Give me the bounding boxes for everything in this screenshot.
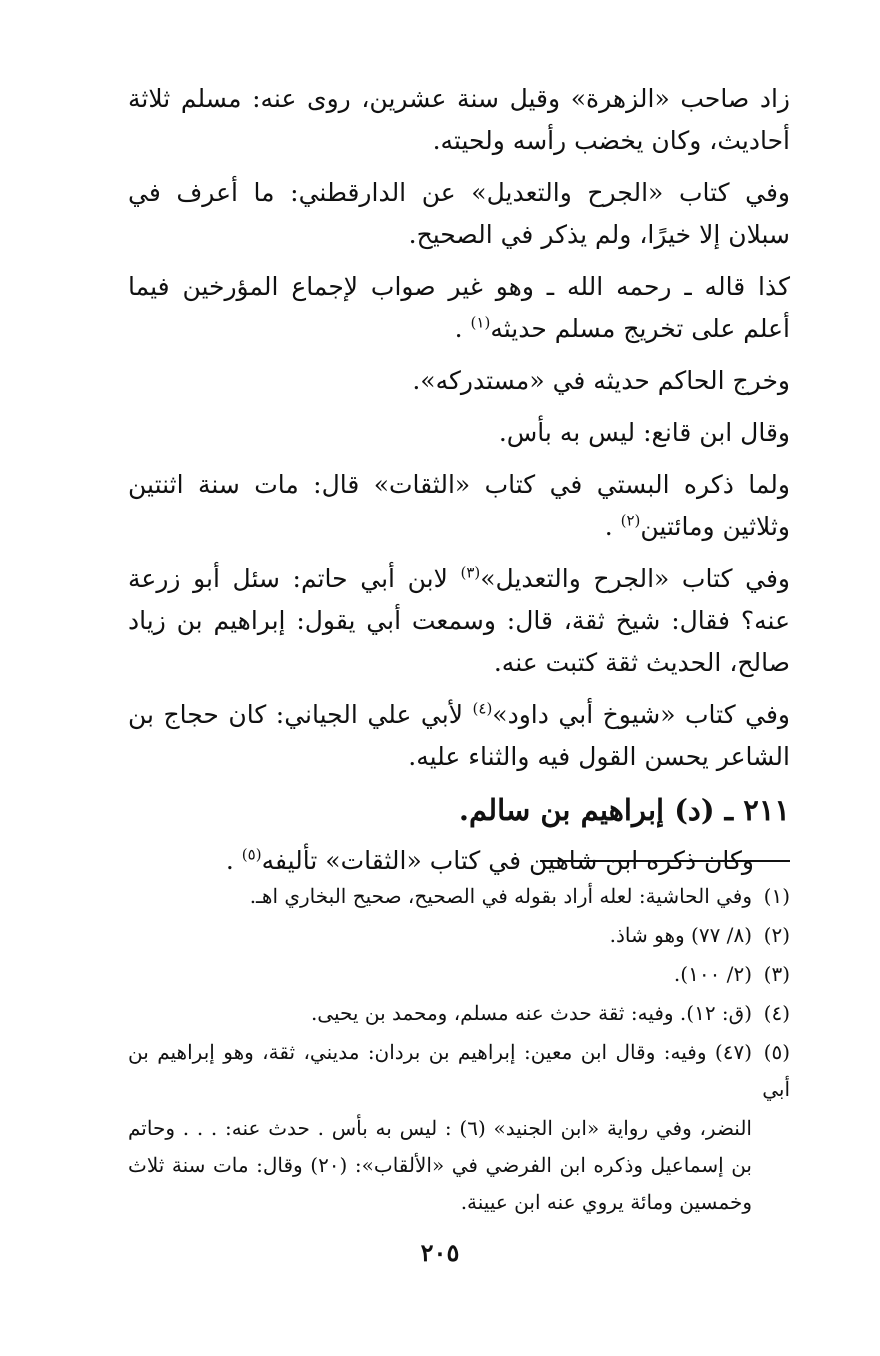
footnote-5 [128, 1034, 790, 1108]
footnote-ref-3: (٣) [460, 563, 481, 582]
footnote-number: (٤) [763, 1001, 790, 1025]
paragraph-2 [128, 172, 790, 256]
footnote-1 [128, 878, 790, 915]
footnotes [128, 878, 790, 1223]
paragraph-3 [128, 266, 790, 350]
paragraph-text: وفي كتاب «شيوخ أبي داود» [492, 700, 791, 729]
paragraph-text: زاد صاحب «الزهرة» وقيل سنة عشرين، روى عنه: مسلم ثلاثة أحاديث، وكان يخضب رأسه ولحيته. [128, 84, 790, 155]
footnote-text: (٤٧) وفيه: وقال ابن معين: إبراهيم بن بردان: مديني، ثقة، وهو إبراهيم بن أبي [128, 1040, 790, 1101]
page-number: ٢٠٥ [420, 1238, 460, 1267]
paragraph-text: وفي كتاب «الجرح والتعديل» [480, 564, 791, 593]
footnote-ref-1: (١) [470, 313, 491, 332]
footnote-text: وفي الحاشية: لعله أراد بقوله في الصحيح، صحيح البخاري اهـ. [249, 884, 752, 908]
paragraph-end: . [225, 846, 242, 875]
footnote-2 [128, 917, 790, 954]
footnote-ref-5: (٥) [241, 845, 262, 864]
paragraph-4 [128, 360, 790, 402]
entry-heading: ٢١١ ـ (د) إبراهيم بن سالم. [458, 793, 790, 827]
footnote-number: (٣) [763, 962, 790, 986]
main-text [128, 78, 790, 892]
footnote-number: (١) [763, 884, 790, 908]
footnote-divider [540, 860, 790, 862]
paragraph-text: وقال ابن قانع: ليس به بأس. [498, 418, 790, 447]
footnote-5-continuation: النضر، وفي رواية «ابن الجنيد» (٦) : ليس به بأس . حدث عنه: . . . وحاتم بن إسماعيل وذكره ابن الفرضي في «الألقاب»: (٢٠) وقال: مات سنة ثلاث وخمسين ومائة يروي عنه ابن عيينة. [128, 1116, 753, 1214]
footnote-text: (ق: ١٢). وفيه: ثقة حدث عنه مسلم، ومحمد بن يحيى. [310, 1001, 752, 1025]
footnote-number: (٢) [763, 923, 790, 947]
paragraph-text: وخرج الحاكم حديثه في «مستدركه». [412, 366, 790, 395]
paragraph-text: لابن أبي حاتم: سئل أبو زرعة عنه؟ فقال: شيخ ثقة، قال: وسمعت أبي يقول: إبراهيم بن زياد صالح، الحديث ثقة كتبت عنه. [128, 564, 790, 677]
footnote-ref-4: (٤) [472, 699, 493, 718]
paragraph-6 [128, 464, 790, 548]
paragraph-end: . [454, 314, 471, 343]
paragraph-text: وفي كتاب «الجرح والتعديل» عن الدارقطني: ما أعرف في سبلان إلا خيرًا، ولم يذكر في الصحيح. [128, 178, 790, 249]
paragraph-7 [128, 558, 790, 684]
paragraph-text: كذا قاله ـ رحمه الله ـ وهو غير صواب لإجماع المؤرخين فيما أعلم على تخريج مسلم حديثه [128, 272, 790, 343]
paragraph-5 [128, 412, 790, 454]
paragraph-1 [128, 78, 790, 162]
footnote-text: (٢/ ١٠٠). [673, 962, 752, 986]
paragraph-text: ولما ذكره البستي في كتاب «الثقات» قال: مات سنة اثنتين وثلاثين ومائتين [128, 470, 790, 541]
paragraph-text: لأبي علي الجياني: كان حجاج بن الشاعر يحسن القول فيه والثناء عليه. [128, 700, 790, 771]
paragraph-text: وكان ذكره ابن شاهين في كتاب «الثقات» تأليفه [261, 846, 754, 875]
footnote-3 [128, 956, 790, 993]
paragraph-8 [128, 694, 790, 778]
footnote-number: (٥) [763, 1040, 790, 1064]
footnote-ref-2: (٢) [620, 511, 641, 530]
footnote-text: (٨/ ٧٧) وهو شاذ. [609, 923, 752, 947]
footnote-4 [128, 995, 790, 1032]
paragraph-end: . [604, 512, 621, 541]
